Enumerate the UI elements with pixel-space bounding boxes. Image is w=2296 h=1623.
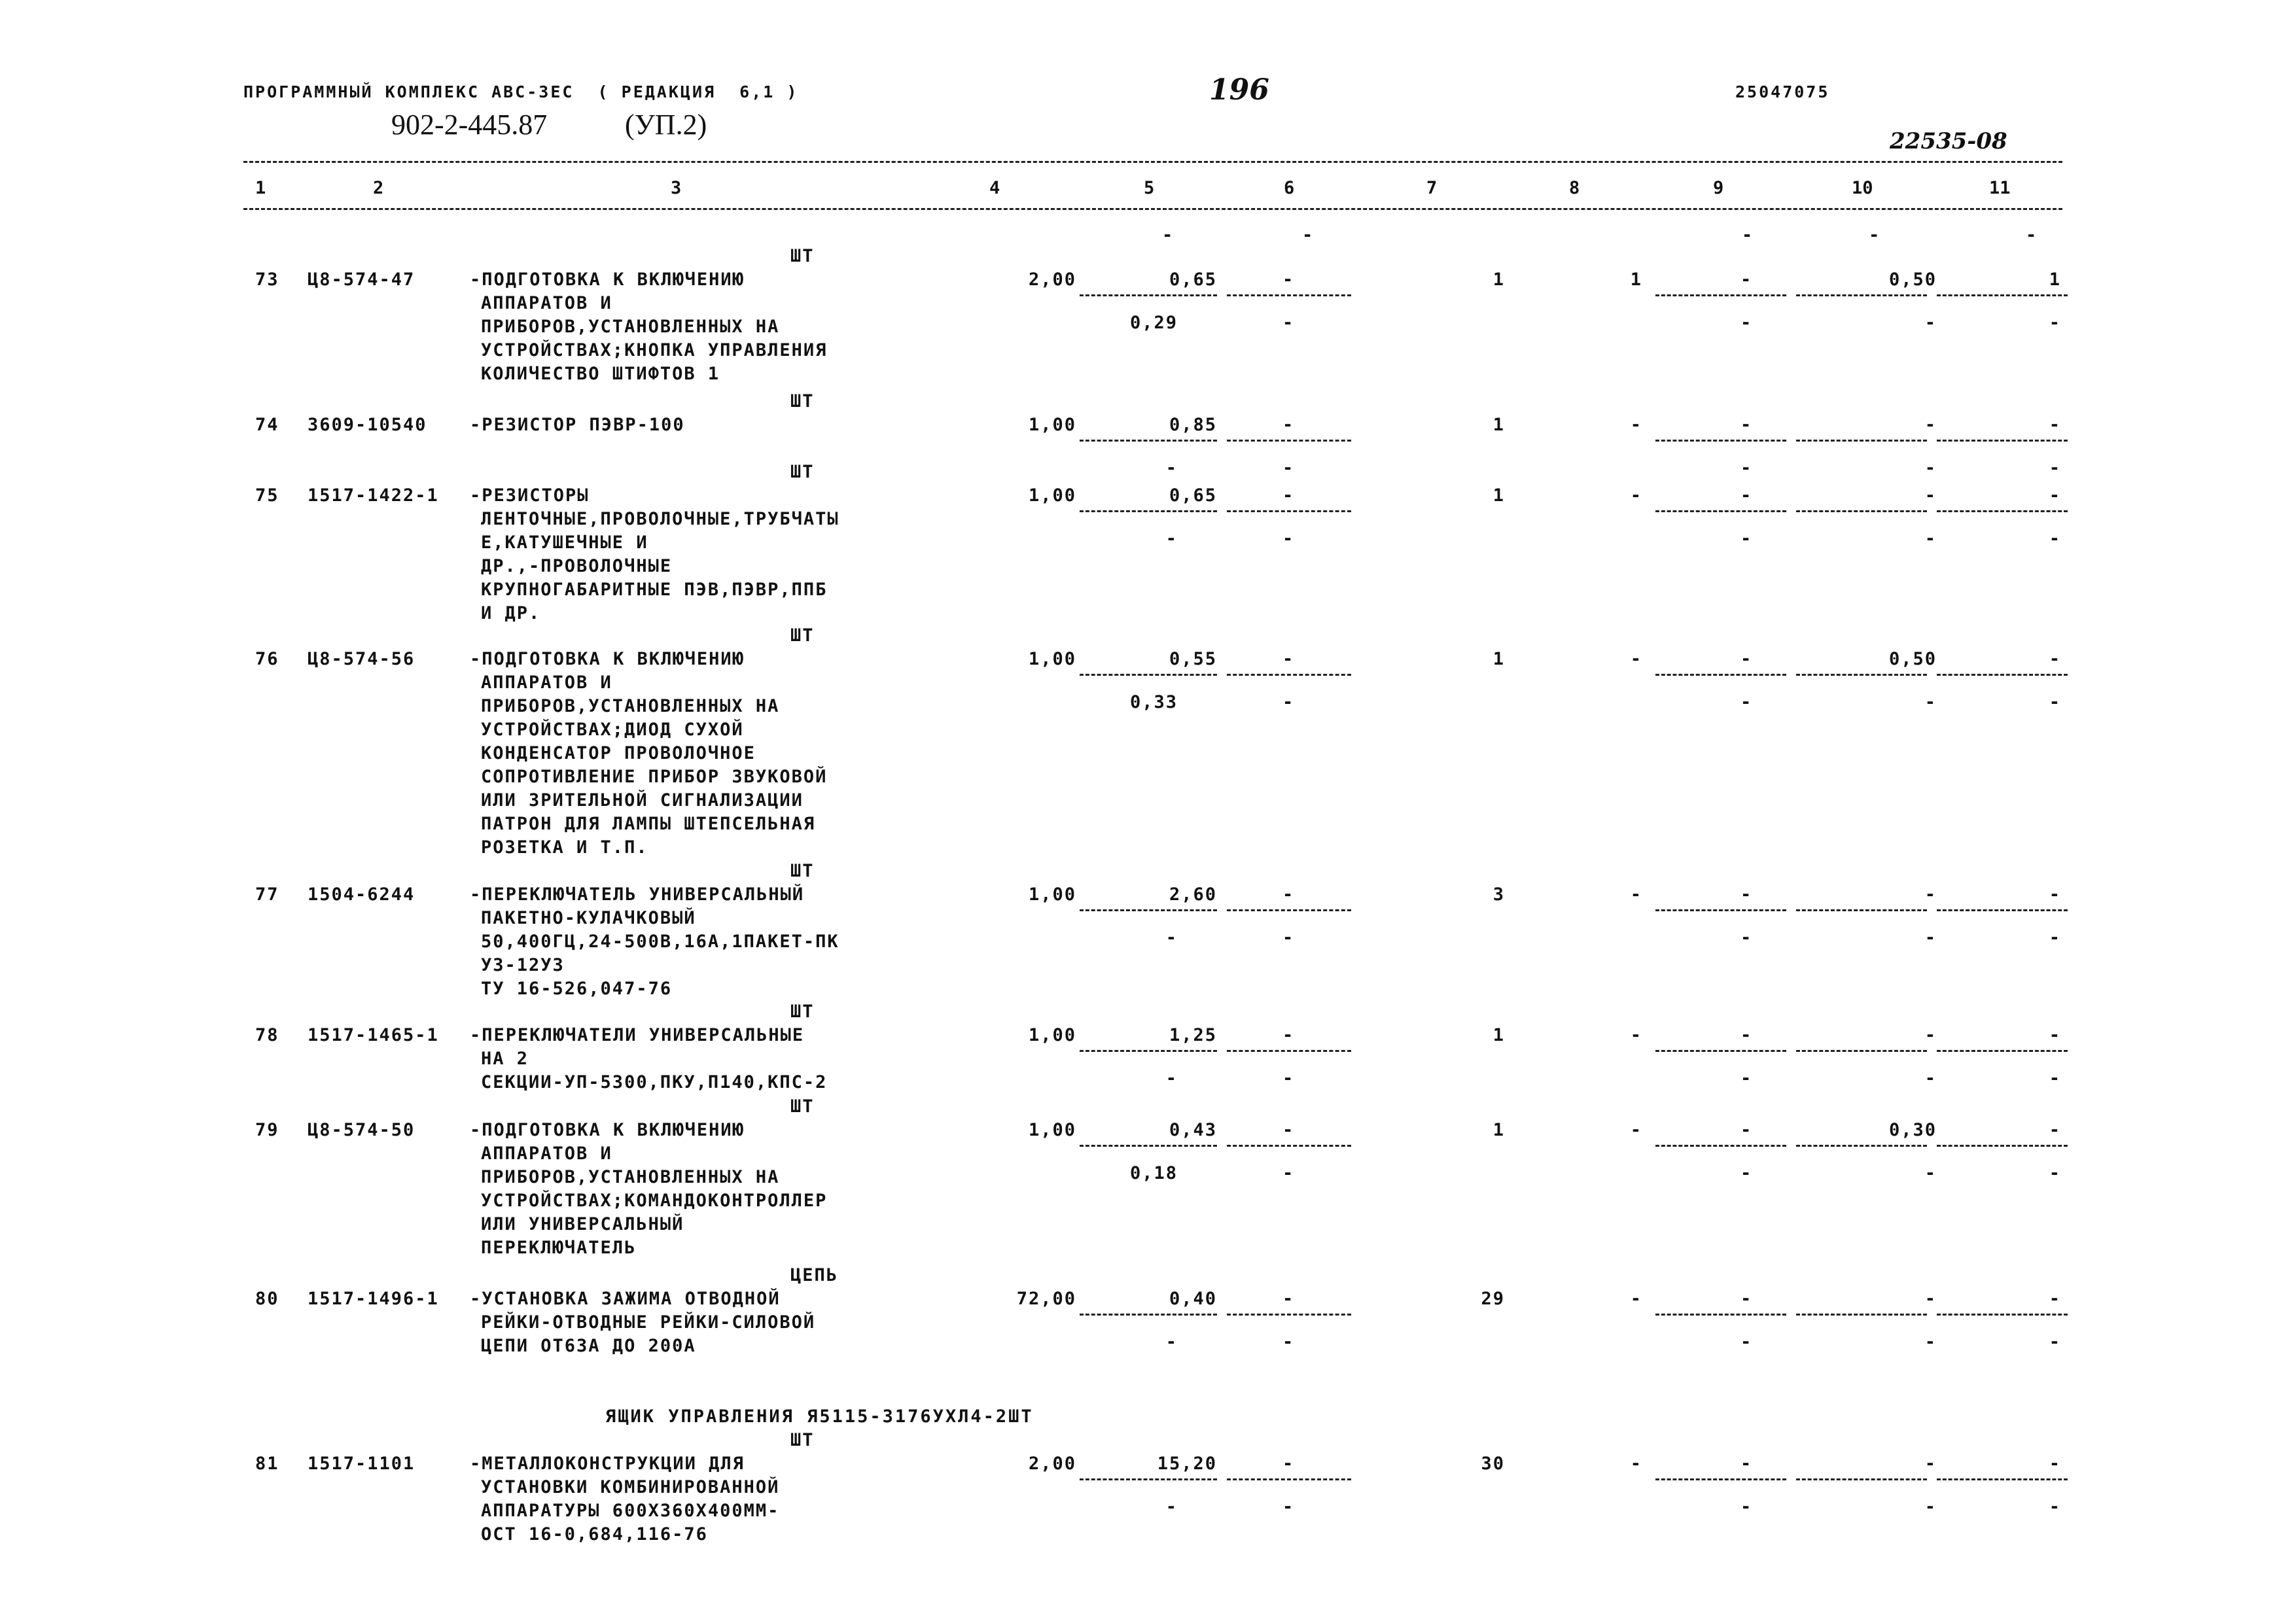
cell-separator bbox=[1655, 294, 1786, 296]
album-label: (УП.2) bbox=[625, 109, 707, 141]
unit-label: ШТ bbox=[790, 625, 815, 646]
cell-separator bbox=[1655, 1478, 1786, 1480]
c5-value: 15,20 bbox=[1157, 1454, 1217, 1474]
position-number: 74 bbox=[255, 415, 279, 435]
c9-value: - bbox=[1740, 1289, 1753, 1309]
c8-value: - bbox=[1630, 1289, 1642, 1309]
c11-value-2: - bbox=[2049, 1068, 2061, 1089]
cell-separator bbox=[1227, 1050, 1351, 1052]
c11-value: - bbox=[2049, 884, 2061, 905]
c10-value: 0,50 bbox=[1888, 270, 1937, 290]
c6-value-2: - bbox=[1282, 1163, 1295, 1183]
c6-value-2: - bbox=[1282, 1497, 1295, 1517]
c5-value-2: - bbox=[1165, 928, 1178, 948]
c6-value-2: - bbox=[1282, 458, 1295, 478]
c11-value-2: - bbox=[2049, 529, 2061, 549]
cont-mark-c5: - bbox=[1162, 225, 1173, 245]
c6-value: - bbox=[1282, 270, 1295, 290]
c11-value: - bbox=[2049, 1025, 2061, 1045]
cont-mark-c10: - bbox=[1869, 225, 1880, 245]
cell-separator bbox=[1080, 1314, 1217, 1316]
cell-separator bbox=[1655, 1050, 1786, 1052]
c6-value: - bbox=[1282, 415, 1295, 435]
c11-value-2: - bbox=[2049, 1163, 2061, 1183]
description-line: -МЕТАЛЛОКОНСТРУКЦИИ ДЛЯ bbox=[470, 1454, 745, 1474]
description-line: РОЗЕТКА И Т.П. bbox=[481, 837, 648, 858]
cell-separator bbox=[1655, 1314, 1786, 1316]
page-number: 196 bbox=[1209, 73, 1269, 107]
c5-value-2: - bbox=[1165, 1497, 1178, 1517]
unit-label: ЦЕПЬ bbox=[790, 1265, 839, 1285]
cell-separator bbox=[1937, 294, 2068, 296]
c11-value-2: - bbox=[2049, 313, 2061, 333]
c8-value: - bbox=[1630, 884, 1642, 905]
c11-value: - bbox=[2049, 1120, 2061, 1140]
c5-value-2: 0,18 bbox=[1129, 1163, 1178, 1183]
cell-separator bbox=[1937, 1145, 2068, 1147]
quantity: 1,00 bbox=[1028, 1025, 1076, 1045]
c9-value: - bbox=[1740, 649, 1753, 669]
cell-separator bbox=[1227, 909, 1351, 911]
description-line: АППАРАТОВ И bbox=[481, 293, 612, 313]
cont-mark-c9: - bbox=[1742, 225, 1753, 245]
c11-value: - bbox=[2049, 415, 2061, 435]
section-title: ЯЩИК УПРАВЛЕНИЯ Я5115-3176УХЛ4-2ШТ bbox=[605, 1406, 1034, 1427]
description-line: АППАРАТУРЫ 600Х360Х400ММ- bbox=[481, 1501, 780, 1521]
cell-separator bbox=[1796, 1478, 1927, 1480]
description-line: КРУПНОГАБАРИТНЫЕ ПЭВ,ПЭВР,ППБ bbox=[481, 580, 828, 600]
description-line: ПАТРОН ДЛЯ ЛАМПЫ ШТЕПСЕЛЬНАЯ bbox=[481, 814, 816, 834]
cell-separator bbox=[1080, 510, 1217, 512]
position-number: 76 bbox=[255, 649, 279, 669]
c10-value: - bbox=[1924, 884, 1937, 905]
c8-value: - bbox=[1630, 415, 1642, 435]
cell-separator bbox=[1655, 1145, 1786, 1147]
unit-label: ШТ bbox=[790, 391, 815, 411]
quantity: 1,00 bbox=[1028, 415, 1076, 435]
description-line: Е,КАТУШЕЧНЫЕ И bbox=[481, 532, 648, 553]
c9-value: - bbox=[1740, 485, 1753, 506]
c11-value-2: - bbox=[2049, 1497, 2061, 1517]
c11-value-2: - bbox=[2049, 692, 2061, 712]
cell-separator bbox=[1080, 1478, 1217, 1480]
cell-separator bbox=[1080, 1050, 1217, 1052]
c11-value: - bbox=[2049, 1289, 2061, 1309]
c11-value-2: - bbox=[2049, 1332, 2061, 1352]
project-number: 902-2-445.87 bbox=[391, 109, 548, 141]
unit-label: ШТ bbox=[790, 462, 815, 482]
col-11: 11 bbox=[1989, 178, 2011, 198]
cell-separator bbox=[1937, 909, 2068, 911]
program-title: ПРОГРАММНЫЙ КОМПЛЕКС АВС-3ЕС ( РЕДАКЦИЯ 6,1 ) bbox=[243, 82, 799, 101]
description-line: -ПОДГОТОВКА К ВКЛЮЧЕНИЮ bbox=[470, 649, 745, 669]
description-line: АППАРАТОВ И bbox=[481, 1143, 612, 1164]
c9-value-2: - bbox=[1740, 313, 1753, 333]
unit-label: ШТ bbox=[790, 1096, 815, 1117]
cell-separator bbox=[1796, 1314, 1927, 1316]
description-line: УСТРОЙСТВАХ;КНОПКА УПРАВЛЕНИЯ bbox=[481, 340, 828, 360]
col-8: 8 bbox=[1569, 178, 1580, 198]
c5-value-2: - bbox=[1165, 1332, 1178, 1352]
description-line: ЛЕНТОЧНЫЕ,ПРОВОЛОЧНЫЕ,ТРУБЧАТЫ bbox=[481, 509, 839, 529]
c10-value: - bbox=[1924, 1289, 1937, 1309]
c6-value-2: - bbox=[1282, 529, 1295, 549]
col-3: 3 bbox=[671, 178, 682, 198]
cell-separator bbox=[1796, 674, 1927, 676]
c5-value: 0,40 bbox=[1169, 1289, 1217, 1309]
cell-separator bbox=[1796, 294, 1927, 296]
description-line: ПЕРЕКЛЮЧАТЕЛЬ bbox=[481, 1238, 637, 1258]
unit-label: ШТ bbox=[790, 246, 815, 266]
cell-separator bbox=[1080, 909, 1217, 911]
unit-label: ШТ bbox=[790, 1002, 815, 1022]
c5-value-2: - bbox=[1165, 529, 1178, 549]
description-line: ИЛИ УНИВЕРСАЛЬНЫЙ bbox=[481, 1214, 684, 1234]
c6-value-2: - bbox=[1282, 692, 1295, 712]
c5-value: 0,85 bbox=[1169, 415, 1217, 435]
cell-separator bbox=[1796, 440, 1927, 442]
description-line: СЕКЦИИ-УП-5300,ПКУ,П140,КПС-2 bbox=[481, 1072, 828, 1092]
c11-value-2: - bbox=[2049, 458, 2061, 478]
description-line: УСТРОЙСТВАХ;КОМАНДОКОНТРОЛЛЕР bbox=[481, 1191, 828, 1211]
description-line: -ПЕРЕКЛЮЧАТЕЛЬ УНИВЕРСАЛЬНЫЙ bbox=[470, 884, 805, 905]
cell-separator bbox=[1796, 1145, 1927, 1147]
description-line: УСТАНОВКИ КОМБИНИРОВАННОЙ bbox=[481, 1477, 780, 1497]
c6-value: - bbox=[1282, 1025, 1295, 1045]
c6-value-2: - bbox=[1282, 1332, 1295, 1352]
cell-separator bbox=[1655, 440, 1786, 442]
c8-value: - bbox=[1630, 485, 1642, 506]
description-line: ЦЕПИ ОТ63А ДО 200А bbox=[481, 1336, 696, 1356]
c9-value: - bbox=[1740, 1454, 1753, 1474]
c7-value: 29 bbox=[1481, 1289, 1505, 1309]
cell-separator bbox=[1655, 510, 1786, 512]
cell-separator bbox=[1937, 1478, 2068, 1480]
cell-separator bbox=[1080, 674, 1217, 676]
c11-value: - bbox=[2049, 649, 2061, 669]
c8-value: - bbox=[1630, 649, 1642, 669]
c5-value-2: 0,33 bbox=[1129, 692, 1178, 712]
c6-value: - bbox=[1282, 1454, 1295, 1474]
c9-value: - bbox=[1740, 415, 1753, 435]
c6-value-2: - bbox=[1282, 928, 1295, 948]
cell-separator bbox=[1080, 294, 1217, 296]
c5-value: 2,60 bbox=[1169, 884, 1217, 905]
c6-value: - bbox=[1282, 485, 1295, 506]
cell-separator bbox=[1796, 909, 1927, 911]
c10-value-2: - bbox=[1924, 458, 1937, 478]
resource-code: 1504-6244 bbox=[308, 884, 415, 905]
col-5: 5 bbox=[1144, 178, 1155, 198]
resource-code: 1517-1422-1 bbox=[308, 485, 439, 506]
c6-value: - bbox=[1282, 1289, 1295, 1309]
inventory-stamp: 22535-08 bbox=[1890, 128, 2007, 154]
c5-value: 0,65 bbox=[1169, 485, 1217, 506]
unit-label: ШТ bbox=[790, 1430, 815, 1450]
resource-code: 3609-10540 bbox=[308, 415, 427, 435]
position-number: 81 bbox=[255, 1454, 279, 1474]
col-4: 4 bbox=[989, 178, 1000, 198]
c11-value-2: - bbox=[2049, 928, 2061, 948]
c8-value: 1 bbox=[1630, 270, 1642, 290]
description-line: УЗ-12УЗ bbox=[481, 955, 565, 975]
c9-value-2: - bbox=[1740, 1068, 1753, 1089]
cell-separator bbox=[1080, 1145, 1217, 1147]
position-number: 80 bbox=[255, 1289, 279, 1309]
description-line: НА 2 bbox=[481, 1049, 529, 1069]
cont-mark-c6: - bbox=[1302, 225, 1313, 245]
cell-separator bbox=[1655, 674, 1786, 676]
position-number: 79 bbox=[255, 1120, 279, 1140]
resource-code: 1517-1496-1 bbox=[308, 1289, 439, 1309]
c9-value: - bbox=[1740, 1025, 1753, 1045]
quantity: 1,00 bbox=[1028, 1120, 1076, 1140]
quantity: 1,00 bbox=[1028, 884, 1076, 905]
c9-value: - bbox=[1740, 270, 1753, 290]
c5-value-2: - bbox=[1165, 458, 1178, 478]
description-line: ПРИБОРОВ,УСТАНОВЛЕННЫХ НА bbox=[481, 696, 780, 716]
quantity: 1,00 bbox=[1028, 649, 1076, 669]
description-line: -ПОДГОТОВКА К ВКЛЮЧЕНИЮ bbox=[470, 1120, 745, 1140]
c10-value: 0,30 bbox=[1888, 1120, 1937, 1140]
c5-value: 1,25 bbox=[1169, 1025, 1217, 1045]
c10-value: - bbox=[1924, 1454, 1937, 1474]
c7-value: 1 bbox=[1492, 485, 1505, 506]
resource-code: Ц8-574-50 bbox=[308, 1120, 415, 1140]
quantity: 2,00 bbox=[1028, 270, 1076, 290]
resource-code: 1517-1465-1 bbox=[308, 1025, 439, 1045]
cell-separator bbox=[1227, 1314, 1351, 1316]
description-line: КОЛИЧЕСТВО ШТИФТОВ 1 bbox=[481, 364, 720, 384]
c10-value: - bbox=[1924, 485, 1937, 506]
cell-separator bbox=[1227, 440, 1351, 442]
c9-value: - bbox=[1740, 1120, 1753, 1140]
description-line: РЕЙКИ-ОТВОДНЫЕ РЕЙКИ-СИЛОВОЙ bbox=[481, 1312, 816, 1333]
c10-value-2: - bbox=[1924, 1497, 1937, 1517]
c5-value: 0,43 bbox=[1169, 1120, 1217, 1140]
c8-value: - bbox=[1630, 1454, 1642, 1474]
description-line: КОНДЕНСАТОР ПРОВОЛОЧНОЕ bbox=[481, 743, 756, 763]
c6-value: - bbox=[1282, 884, 1295, 905]
description-line: -РЕЗИСТОРЫ bbox=[470, 485, 590, 506]
cell-separator bbox=[1796, 1050, 1927, 1052]
cell-separator bbox=[1227, 294, 1351, 296]
c5-value-2: 0,29 bbox=[1129, 313, 1178, 333]
c7-value: 30 bbox=[1481, 1454, 1505, 1474]
c5-value: 0,55 bbox=[1169, 649, 1217, 669]
c6-value-2: - bbox=[1282, 1068, 1295, 1089]
col-9: 9 bbox=[1713, 178, 1724, 198]
cell-separator bbox=[1080, 440, 1217, 442]
c7-value: 1 bbox=[1492, 415, 1505, 435]
c10-value-2: - bbox=[1924, 1068, 1937, 1089]
c11-value: 1 bbox=[2049, 270, 2061, 290]
c7-value: 1 bbox=[1492, 1025, 1505, 1045]
description-line: -УСТАНОВКА ЗАЖИМА ОТВОДНОЙ bbox=[470, 1289, 781, 1309]
c7-value: 1 bbox=[1492, 270, 1505, 290]
c11-value: - bbox=[2049, 1454, 2061, 1474]
cell-separator bbox=[1227, 674, 1351, 676]
cell-separator bbox=[1937, 674, 2068, 676]
description-line: -ПЕРЕКЛЮЧАТЕЛИ УНИВЕРСАЛЬНЫЕ bbox=[470, 1025, 805, 1045]
c8-value: - bbox=[1630, 1120, 1642, 1140]
position-number: 77 bbox=[255, 884, 279, 905]
description-line: ПАКЕТНО-КУЛАЧКОВЫЙ bbox=[481, 908, 696, 928]
position-number: 73 bbox=[255, 270, 279, 290]
cont-mark-c11: - bbox=[2026, 225, 2037, 245]
c9-value-2: - bbox=[1740, 1332, 1753, 1352]
col-10: 10 bbox=[1852, 178, 1873, 198]
c9-value-2: - bbox=[1740, 1163, 1753, 1183]
col-1: 1 bbox=[255, 178, 266, 198]
header-rule-bottom bbox=[243, 208, 2062, 210]
c8-value: - bbox=[1630, 1025, 1642, 1045]
description-line: АППАРАТОВ И bbox=[481, 672, 612, 693]
col-6: 6 bbox=[1284, 178, 1295, 198]
description-line: СОПРОТИВЛЕНИЕ ПРИБОР ЗВУКОВОЙ bbox=[481, 767, 828, 787]
c9-value-2: - bbox=[1740, 458, 1753, 478]
cell-separator bbox=[1937, 510, 2068, 512]
resource-code: 1517-1101 bbox=[308, 1454, 415, 1474]
description-line: И ДР. bbox=[481, 603, 541, 623]
cell-separator bbox=[1227, 1145, 1351, 1147]
c10-value-2: - bbox=[1924, 1163, 1937, 1183]
c10-value-2: - bbox=[1924, 529, 1937, 549]
c11-value: - bbox=[2049, 485, 2061, 506]
cell-separator bbox=[1937, 1314, 2068, 1316]
c7-value: 3 bbox=[1492, 884, 1505, 905]
cell-separator bbox=[1655, 909, 1786, 911]
c10-value-2: - bbox=[1924, 1332, 1937, 1352]
quantity: 1,00 bbox=[1028, 485, 1076, 506]
col-2: 2 bbox=[373, 178, 384, 198]
description-line: -РЕЗИСТОР ПЭВР-100 bbox=[470, 415, 685, 435]
c9-value: - bbox=[1740, 884, 1753, 905]
position-number: 75 bbox=[255, 485, 279, 506]
resource-code: Ц8-574-56 bbox=[308, 649, 415, 669]
c5-value: 0,65 bbox=[1169, 270, 1217, 290]
cell-separator bbox=[1796, 510, 1927, 512]
unit-label: ШТ bbox=[790, 861, 815, 881]
c10-value-2: - bbox=[1924, 928, 1937, 948]
c10-value: 0,50 bbox=[1888, 649, 1937, 669]
description-line: 50,400ГЦ,24-500В,16А,1ПАКЕТ-ПК bbox=[481, 932, 839, 952]
c7-value: 1 bbox=[1492, 1120, 1505, 1140]
quantity: 72,00 bbox=[1016, 1289, 1076, 1309]
description-line: УСТРОЙСТВАХ;ДИОД СУХОЙ bbox=[481, 720, 744, 740]
c5-value-2: - bbox=[1165, 1068, 1178, 1089]
description-line: ОСТ 16-0,684,116-76 bbox=[481, 1524, 708, 1544]
quantity: 2,00 bbox=[1028, 1454, 1076, 1474]
c6-value: - bbox=[1282, 1120, 1295, 1140]
c10-value-2: - bbox=[1924, 313, 1937, 333]
cell-separator bbox=[1937, 1050, 2068, 1052]
c9-value-2: - bbox=[1740, 692, 1753, 712]
cell-separator bbox=[1227, 510, 1351, 512]
description-line: ПРИБОРОВ,УСТАНОВЛЕННЫХ НА bbox=[481, 317, 780, 337]
document-code: 25047075 bbox=[1735, 82, 1830, 101]
resource-code: Ц8-574-47 bbox=[308, 270, 415, 290]
description-line: ТУ 16-526,047-76 bbox=[481, 979, 673, 999]
cell-separator bbox=[1937, 440, 2068, 442]
description-line: -ПОДГОТОВКА К ВКЛЮЧЕНИЮ bbox=[470, 270, 745, 290]
c7-value: 1 bbox=[1492, 649, 1505, 669]
description-line: ПРИБОРОВ,УСТАНОВЛЕННЫХ НА bbox=[481, 1167, 780, 1187]
description-line: ИЛИ ЗРИТЕЛЬНОЙ СИГНАЛИЗАЦИИ bbox=[481, 790, 804, 811]
c6-value: - bbox=[1282, 649, 1295, 669]
description-line: ДР.,-ПРОВОЛОЧНЫЕ bbox=[481, 556, 673, 576]
c10-value: - bbox=[1924, 415, 1937, 435]
cell-separator bbox=[1227, 1478, 1351, 1480]
col-7: 7 bbox=[1426, 178, 1438, 198]
header-rule-top bbox=[243, 161, 2062, 163]
position-number: 78 bbox=[255, 1025, 279, 1045]
c10-value: - bbox=[1924, 1025, 1937, 1045]
c9-value-2: - bbox=[1740, 529, 1753, 549]
c9-value-2: - bbox=[1740, 928, 1753, 948]
c6-value-2: - bbox=[1282, 313, 1295, 333]
c10-value-2: - bbox=[1924, 692, 1937, 712]
c9-value-2: - bbox=[1740, 1497, 1753, 1517]
